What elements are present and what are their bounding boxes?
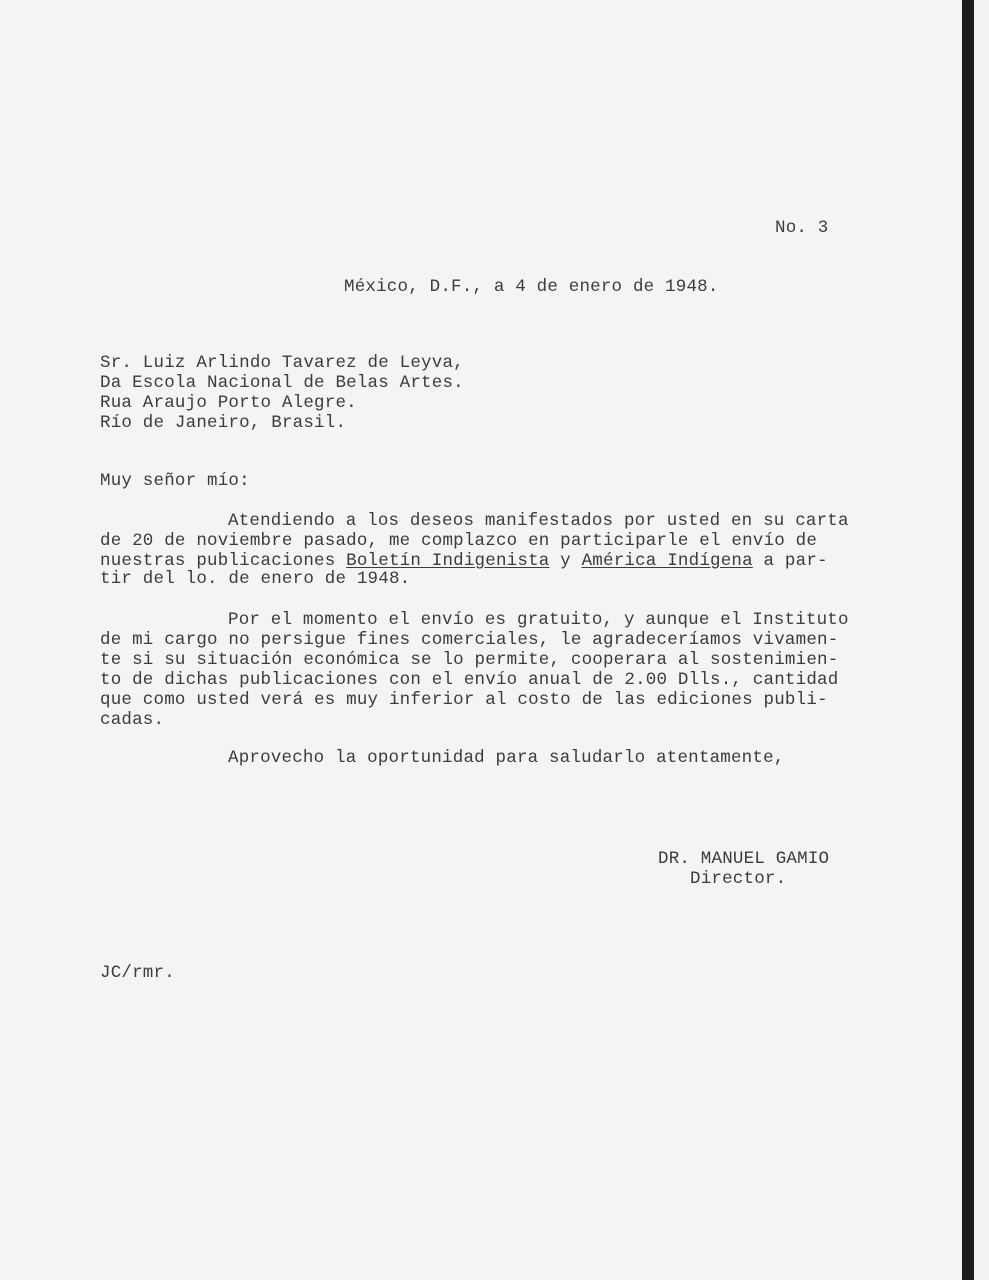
para2-line-6: cadas.	[100, 710, 165, 730]
publication-boletin-indigenista: Boletín Indigenista	[346, 551, 550, 571]
salutation: Muy señor mío:	[100, 471, 250, 491]
para2-line-1: Por el momento el envío es gratuito, y aunque el Instituto	[228, 610, 849, 630]
para1-line-1: Atendiendo a los deseos manifestados por usted en su carta	[228, 511, 849, 531]
scan-margin	[974, 0, 989, 1280]
closing: Aprovecho la oportunidad para saludarlo atentamente,	[228, 748, 785, 768]
para2-line-3: te si su situación económica se lo permite, cooperara al sostenimien-	[100, 650, 839, 670]
signer-title: Director.	[690, 869, 787, 889]
para2-line-2: de mi cargo no persigue fines comerciales, le agradeceríamos vivamen-	[100, 630, 839, 650]
letter-number: No. 3	[775, 218, 829, 238]
place-date: México, D.F., a 4 de enero de 1948.	[344, 277, 719, 297]
para1-line-3-mid: y	[549, 551, 582, 571]
recipient-line-1: Sr. Luiz Arlindo Tavarez de Leyva,	[100, 353, 464, 373]
para2-line-5: que como usted verá es muy inferior al costo de las ediciones publi-	[100, 690, 828, 710]
recipient-line-3: Rua Araujo Porto Alegre.	[100, 393, 357, 413]
signer-name: DR. MANUEL GAMIO	[658, 849, 830, 869]
para1-line-3	[100, 551, 828, 571]
para2-line-4: to de dichas publicaciones con el envío anual de 2.00 Dlls., cantidad	[100, 670, 839, 690]
para1-line-4: tir del lo. de enero de 1948.	[100, 569, 411, 589]
recipient-line-4: Río de Janeiro, Brasil.	[100, 413, 347, 433]
para1-line-3-pre: nuestras publicaciones	[100, 551, 347, 571]
reference-initials: JC/rmr.	[100, 963, 175, 983]
para1-line-3-post: a par-	[752, 551, 828, 571]
recipient-line-2: Da Escola Nacional de Belas Artes.	[100, 373, 464, 393]
para1-line-2: de 20 de noviembre pasado, me complazco en participarle el envío de	[100, 531, 818, 551]
publication-america-indigena: América Indígena	[581, 551, 753, 571]
